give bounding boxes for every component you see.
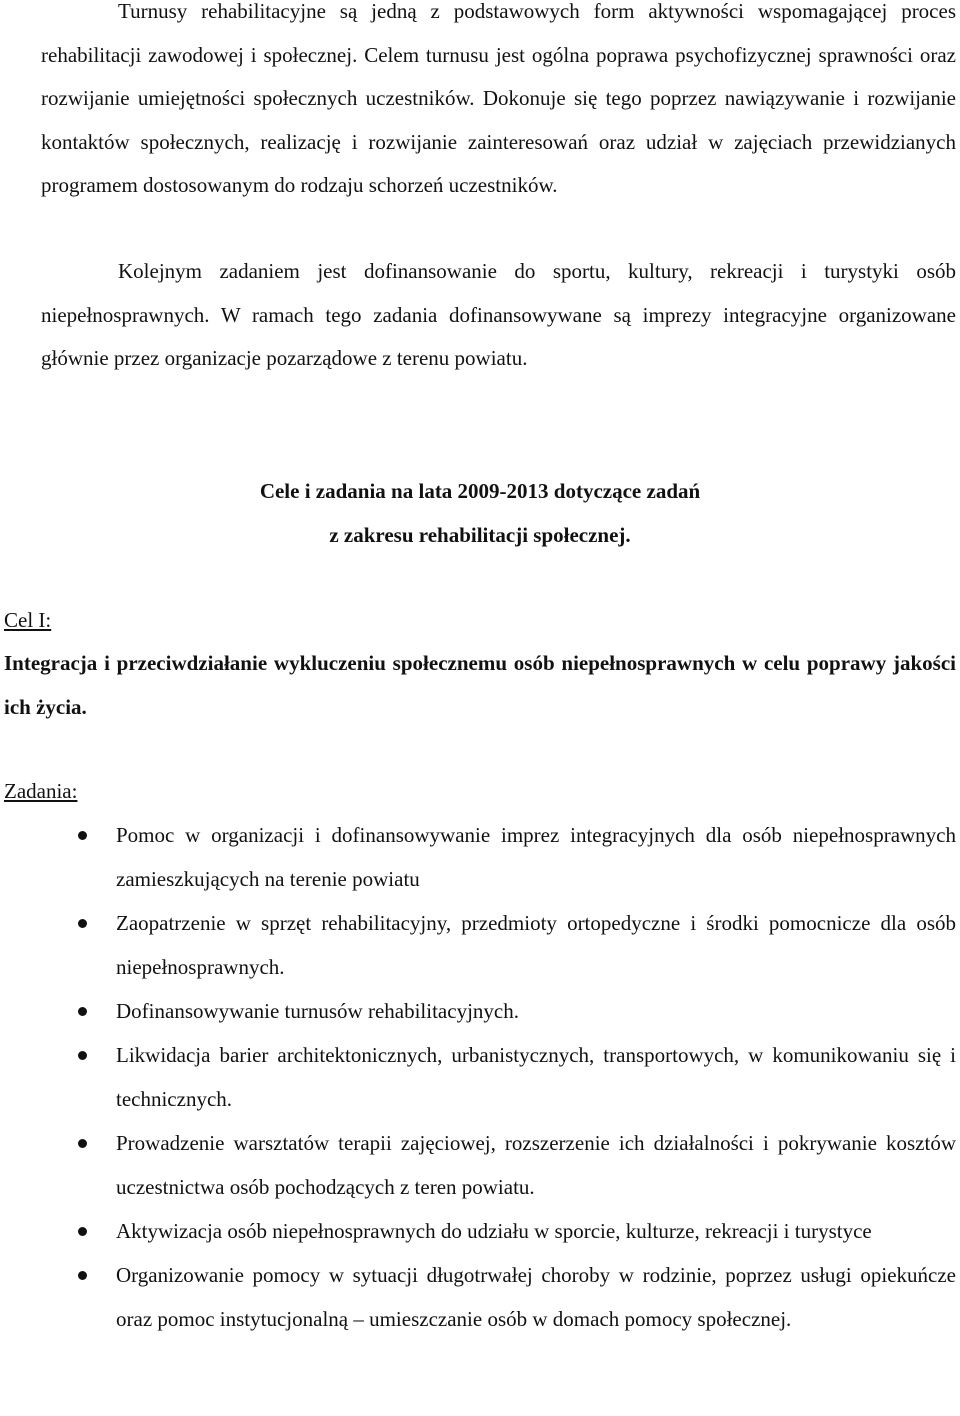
tasks-label: Zadania: — [4, 779, 78, 803]
list-item — [0, 989, 960, 1033]
list-item-text: Pomoc w organizacji i dofinansowywanie imprez integracyjnych dla osób niepełnosprawnych zamieszkujących na terenie powiatu — [116, 823, 956, 891]
list-item — [0, 813, 960, 901]
list-item-text: Organizowanie pomocy w sytuacji długotrwałej choroby w rodzinie, poprzez usługi opiekuńcze oraz pomoc instytucjonalną – umieszczanie osób w domach pomocy społecznej. — [116, 1263, 956, 1331]
list-item-text: Dofinansowywanie turnusów rehabilitacyjnych. — [116, 999, 519, 1023]
bullet-icon — [78, 1227, 87, 1236]
section-heading-line-1: Cele i zadania na lata 2009-2013 dotyczące zadań — [259, 479, 701, 503]
list-item-text: Prowadzenie warsztatów terapii zajęciowej, rozszerzenie ich działalności i pokrywanie kosztów uczestnictwa osób pochodzących z teren powiatu. — [116, 1131, 956, 1199]
bullet-icon — [78, 1051, 87, 1060]
list-item — [0, 901, 960, 989]
bullet-icon — [78, 831, 87, 840]
list-item — [0, 1209, 960, 1253]
list-item-text: Zaopatrzenie w sprzęt rehabilitacyjny, przedmioty ortopedyczne i środki pomocnicze dla osób niepełnosprawnych. — [116, 911, 956, 979]
bullet-icon — [78, 919, 87, 928]
goal-text: Integracja i przeciwdziałanie wykluczeniu społecznemu osób niepełnosprawnych w celu poprawy jakości ich życia. — [4, 651, 956, 719]
intro-paragraph-1: Turnusy rehabilitacyjne są jedną z podstawowych form aktywności wspomagającej proces rehabilitacji zawodowej i społecznej. Celem turnusu jest ogólna poprawa psychofizycznej sprawności oraz rozwijanie umiejętności społecznych uczestników. Dokonuje się tego poprzez nawiązywanie i rozwijanie kontaktów społecznych, realizację i rozwijanie zainteresowań oraz udział w zajęciach przewidzianych programem dostosowanym do rodzaju schorzeń uczestników. — [41, 0, 956, 197]
section-heading — [0, 469, 960, 557]
list-item — [0, 1253, 960, 1341]
list-item-text: Aktywizacja osób niepełnosprawnych do udziału w sporcie, kulturze, rekreacji i turystyce — [116, 1219, 872, 1243]
list-item-text: Likwidacja barier architektonicznych, urbanistycznych, transportowych, w komunikowaniu się i technicznych. — [116, 1043, 956, 1111]
tasks-list — [0, 813, 960, 1341]
list-item — [0, 1033, 960, 1121]
list-item — [0, 1121, 960, 1209]
goal-label: Cel I: — [4, 608, 52, 632]
bullet-icon — [78, 1271, 87, 1280]
intro-paragraph-2: Kolejnym zadaniem jest dofinansowanie do sportu, kultury, rekreacji i turystyki osób niepełnosprawnych. W ramach tego zadania dofinansowywane są imprezy integracyjne organizowane głównie przez organizacje pozarządowe z terenu powiatu. — [41, 259, 956, 370]
bullet-icon — [78, 1139, 87, 1148]
section-heading-line-2: z zakresu rehabilitacji społecznej. — [329, 523, 631, 547]
bullet-icon — [78, 1007, 87, 1016]
